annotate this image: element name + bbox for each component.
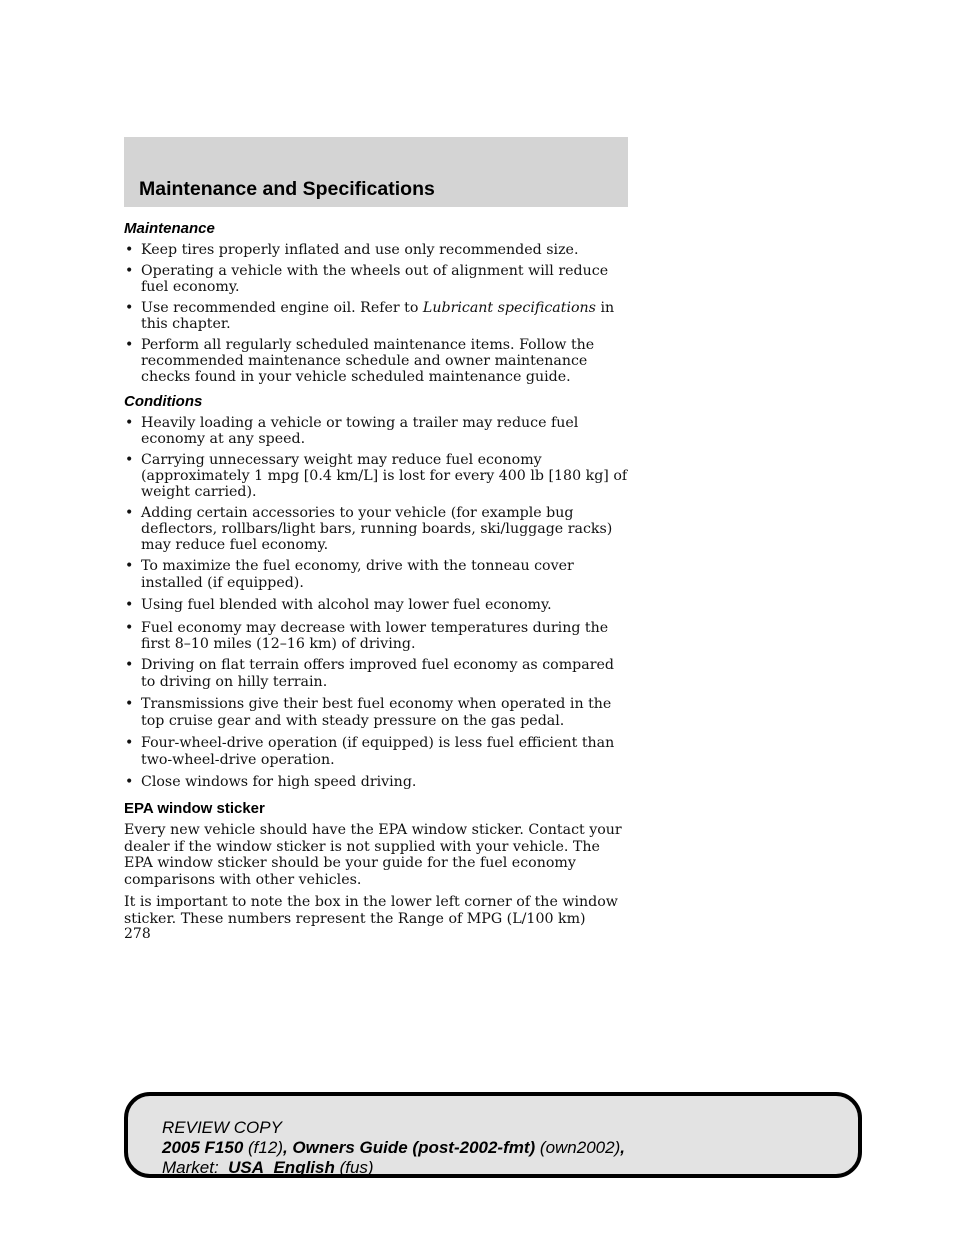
content-body xyxy=(124,220,630,933)
list-item: • Adding certain accessories to your vehicle (for example bug deflectors, rollbars/light bars, running boards, ski/luggage racks) may reduce fuel economy. xyxy=(124,505,630,553)
maintenance-heading: Maintenance xyxy=(124,220,215,237)
review-copy-box xyxy=(124,1092,862,1178)
cross-reference: Lubricant specifications xyxy=(422,300,596,316)
guide-code: (own2002) xyxy=(535,1138,621,1157)
list-item xyxy=(124,300,630,332)
separator: , xyxy=(620,1138,625,1157)
list-item: • Keep tires properly inflated and use only recommended size. xyxy=(124,242,630,258)
list-item-text: Use recommended engine oil. Refer to xyxy=(141,300,423,316)
list-item-text: in this chapter. xyxy=(141,300,615,332)
document-info xyxy=(162,1138,625,1158)
maintenance-list xyxy=(124,242,630,385)
model-name: 2005 F150 xyxy=(162,1138,244,1157)
list-item: • Fuel economy may decrease with lower temperatures during the first 8–10 miles (12–16 km) of driving. xyxy=(124,620,630,652)
conditions-heading: Conditions xyxy=(124,393,203,410)
review-copy-label: REVIEW COPY xyxy=(162,1118,282,1137)
list-item: • Carrying unnecessary weight may reduce fuel economy (approximately 1 mpg [0.4 km/L] is lost for every 400 lb [180 kg] of weight carried). xyxy=(124,452,630,500)
review-copy-text xyxy=(162,1118,625,1178)
list-item: • Transmissions give their best fuel economy when operated in the top cruise gear and with steady pressure on the gas pedal. xyxy=(124,696,630,730)
page-number: 278 xyxy=(124,926,151,942)
section-header xyxy=(124,137,628,207)
epa-paragraph: It is important to note the box in the lower left corner of the window sticker. These numbers represent the Range of MPG (L/100 km) xyxy=(124,894,618,927)
market-info xyxy=(162,1158,625,1178)
epa-paragraph: Every new vehicle should have the EPA window sticker. Contact your dealer if the window sticker is not supplied with your vehicle. The EPA window sticker should be your guide for the fuel economy comparisons with other vehicles. xyxy=(124,822,622,888)
guide-name: , Owners Guide (post-2002-fmt) xyxy=(282,1138,536,1157)
list-item: • Close windows for high speed driving. xyxy=(124,774,630,790)
list-item: • Heavily loading a vehicle or towing a trailer may reduce fuel economy at any speed. xyxy=(124,415,630,447)
market-name: USA_English xyxy=(228,1158,335,1177)
market-label: Market: xyxy=(162,1158,229,1177)
list-item: • Using fuel blended with alcohol may lower fuel economy. xyxy=(124,597,630,613)
list-item: • Operating a vehicle with the wheels out of alignment will reduce fuel economy. xyxy=(124,263,630,295)
page-title: Maintenance and Specifications xyxy=(139,178,435,200)
conditions-list xyxy=(124,415,630,790)
list-item: • Four-wheel-drive operation (if equipped) is less fuel efficient than two-wheel-drive operation. xyxy=(124,735,630,769)
list-item: • Perform all regularly scheduled maintenance items. Follow the recommended maintenance schedule and owner maintenance checks found in your vehicle scheduled maintenance guide. xyxy=(124,337,630,385)
list-item: • Driving on flat terrain offers improved fuel economy as compared to driving on hilly terrain. xyxy=(124,657,630,691)
epa-heading: EPA window sticker xyxy=(124,800,265,817)
model-code: (f12) xyxy=(243,1138,283,1157)
market-code: (fus) xyxy=(334,1158,374,1177)
list-item: • To maximize the fuel economy, drive with the tonneau cover installed (if equipped). xyxy=(124,558,630,592)
